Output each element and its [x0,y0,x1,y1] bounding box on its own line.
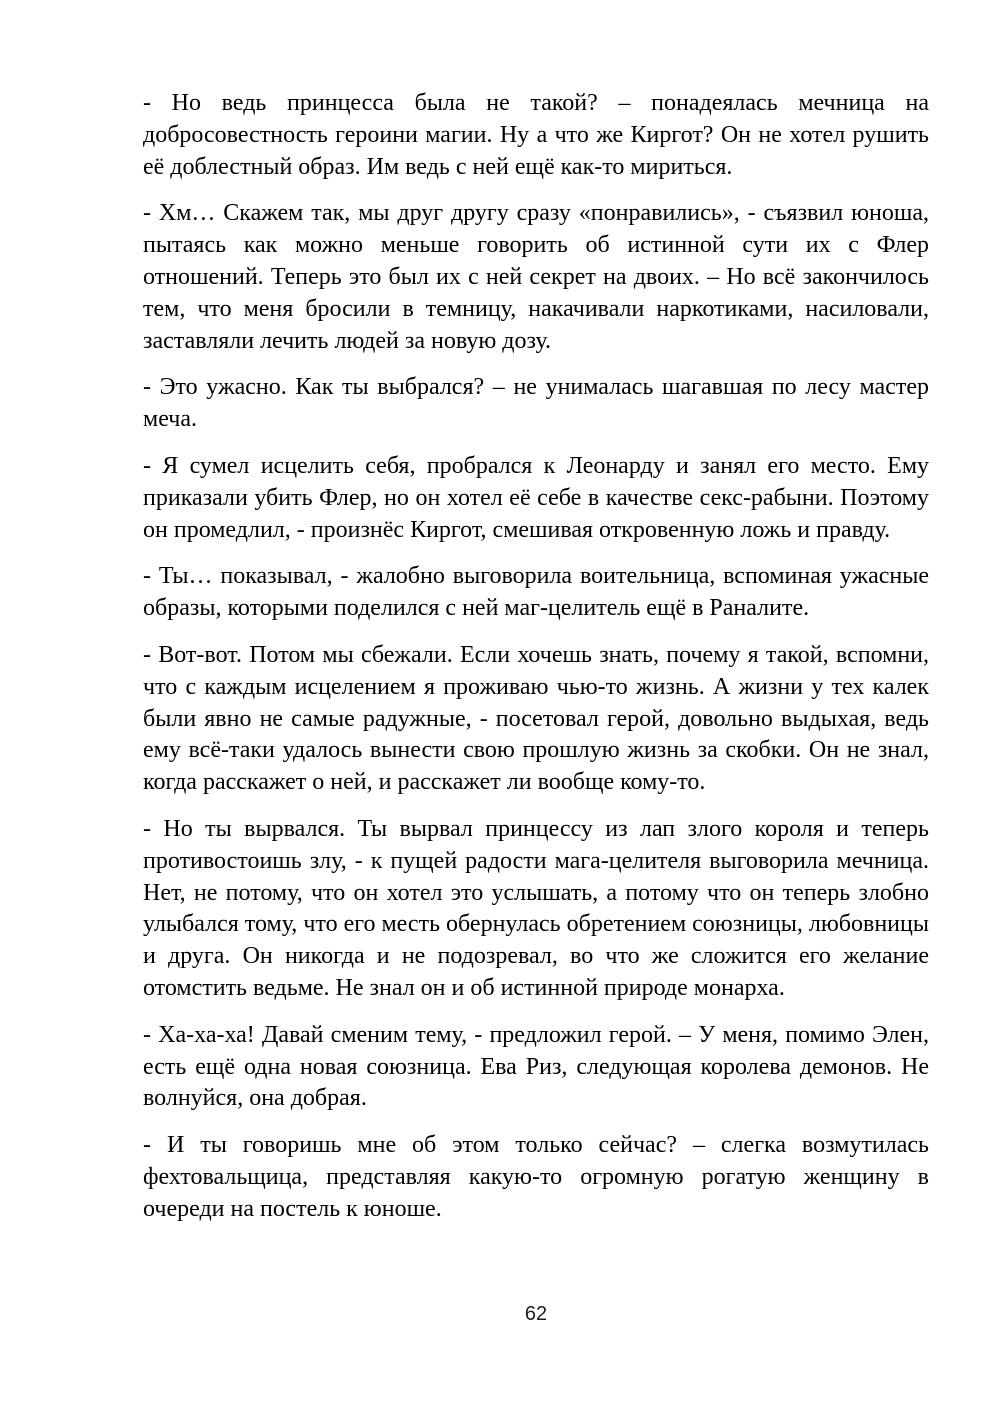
paragraph: - Но ты вырвался. Ты вырвал принцессу из лап злого короля и теперь противостоишь злу, - к пущей радости мага-целителя выговорила мечница. Нет, не потому, что он хотел это услышать, а потому что он теперь злобно улыбался тому, что его месть обернулась обретением союзницы, любовницы и друга. Он никогда и не подозревал, во что же сложится его желание отомстить ведьме. Не знал он и об истинной природе монарха. [143,815,929,1001]
paragraph: - Это ужасно. Как ты выбрался? – не унималась шагавшая по лесу мастер меча. [143,374,929,433]
paragraph: - Вот-вот. Потом мы сбежали. Если хочешь знать, почему я такой, вспомни, что с каждым исцелением я проживаю чью-то жизнь. А жизни у тех калек были явно не самые радужные, - посетовал герой, довольно выдыхая, ведь ему всё-таки удалось вынести свою прошлую жизнь за скобки. Он не знал, когда расскажет о ней, и расскажет ли вообще кому-то. [143,641,929,796]
paragraph: - Ха-ха-ха! Давай сменим тему, - предложил герой. – У меня, помимо Элен, есть ещё одна новая союзница. Ева Риз, следующая королева демонов. Не волнуйся, она добрая. [143,1021,929,1112]
page-footer [143,1303,929,1326]
page-content [143,88,929,1241]
paragraph: - Я сумел исцелить себя, пробрался к Леонарду и занял его место. Ему приказали убить Флер, но он хотел её себе в качестве секс-рабыни. Поэтому он промедлил, - произнёс Киргот, смешивая откровенную ложь и правду. [143,452,929,543]
page-number: 62 [524,1303,548,1325]
paragraph: - Но ведь принцесса была не такой? – понадеялась мечница на добросовестность героини магии. Ну а что же Киргот? Он не хотел рушить её доблестный образ. Им ведь с ней ещё как-то мириться. [143,90,929,180]
paragraph: - И ты говоришь мне об этом только сейчас? – слегка возмутилась фехтовальщица, представляя какую-то огромную рогатую женщину в очереди на постель к юноше. [143,1132,929,1222]
paragraph: - Хм… Скажем так, мы друг другу сразу «понравились», - съязвил юноша, пытаясь как можно меньше говорить об истинной сути их с Флер отношений. Теперь это был их с ней секрет на двоих. – Но всё закончилось тем, что меня бросили в темницу, накачивали наркотиками, насиловали, заставляли лечить людей за новую дозу. [143,200,929,354]
paragraph: - Ты… показывал, - жалобно выговорила воительница, вспоминая ужасные образы, которыми поделился с ней маг-целитель ещё в Раналите. [143,563,929,622]
